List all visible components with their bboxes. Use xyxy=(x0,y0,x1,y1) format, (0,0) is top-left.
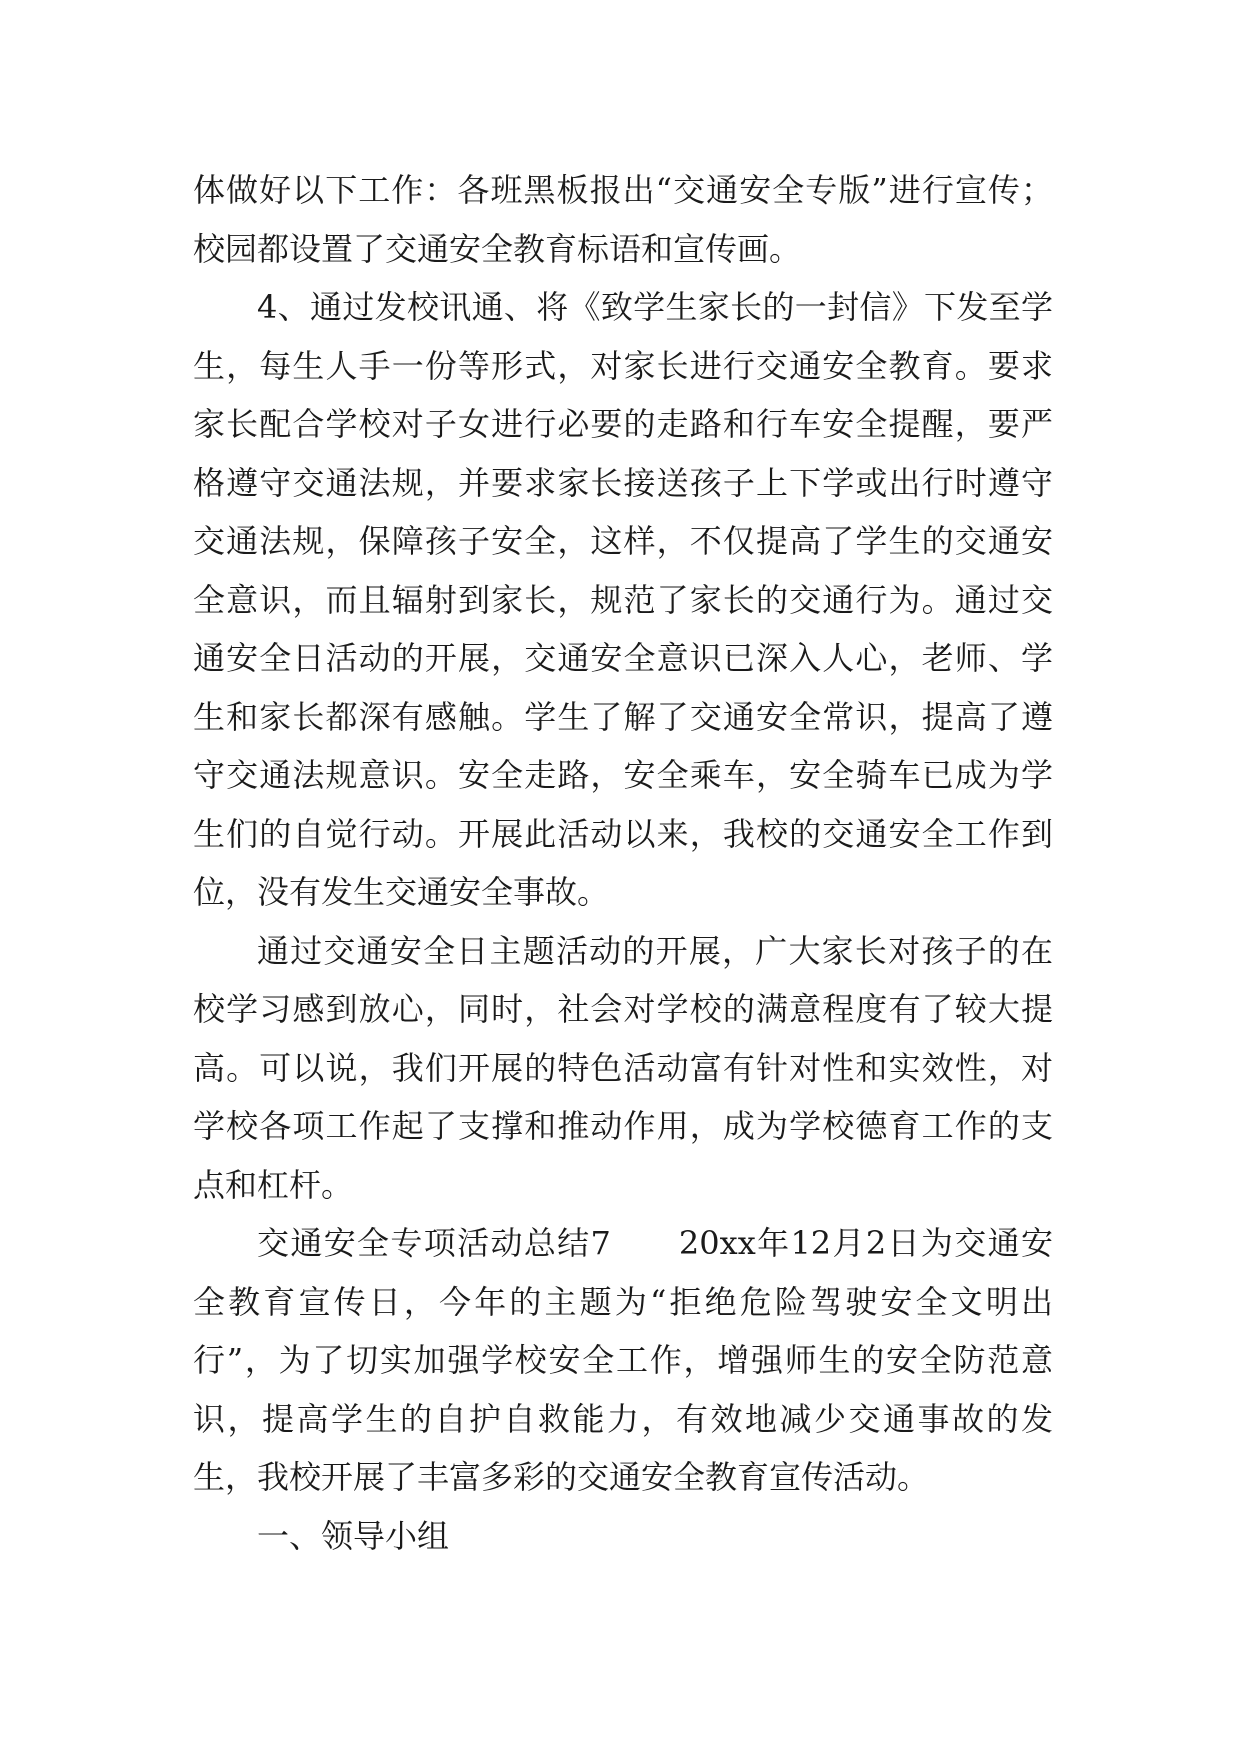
paragraph-continuation: 体做好以下工作：各班黑板报出“交通安全专版”进行宣传；校园都设置了交通安全教育标语和宣传画。 xyxy=(193,171,1053,268)
paragraph-summary-7: 交通安全专项活动总结7 20xx年12月2日为交通安全教育宣传日，今年的主题为“拒绝危险驾驶安全文明出行”，为了切实加强学校安全工作，增强师生的安全防范意识，提高学生的自护自救能力，有效地减少交通事故的发生，我校开展了丰富多彩的交通安全教育宣传活动。 xyxy=(193,1224,1053,1496)
paragraph-parent-education: 4、通过发校讯通、将《致学生家长的一封信》下发至学生，每生人手一份等形式，对家长进行交通安全教育。要求家长配合学校对子女进行必要的走路和行车安全提醒，要严格遵守交通法规，并要求家长接送孩子上下学或出行时遵守交通法规，保障孩子安全，这样，不仅提高了学生的交通安全意识，而且辐射到家长，规范了家长的交通行为。通过交通安全日活动的开展，交通安全意识已深入人心，老师、学生和家长都深有感触。学生了解了交通安全常识，提高了遵守交通法规意识。安全走路，安全乘车，安全骑车已成为学生们的自觉行动。开展此活动以来，我校的交通安全工作到位，没有发生交通安全事故。 xyxy=(193,288,1053,911)
section-heading-leadership-group: 一、领导小组 xyxy=(257,1516,450,1555)
document-body xyxy=(193,161,1053,1565)
paragraph-activity-outcome: 通过交通安全日主题活动的开展，广大家长对孩子的在校学习感到放心，同时，社会对学校的满意程度有了较大提高。可以说，我们开展的特色活动富有针对性和实效性，对学校各项工作起了支撑和推动作用，成为学校德育工作的支点和杠杆。 xyxy=(193,931,1053,1204)
